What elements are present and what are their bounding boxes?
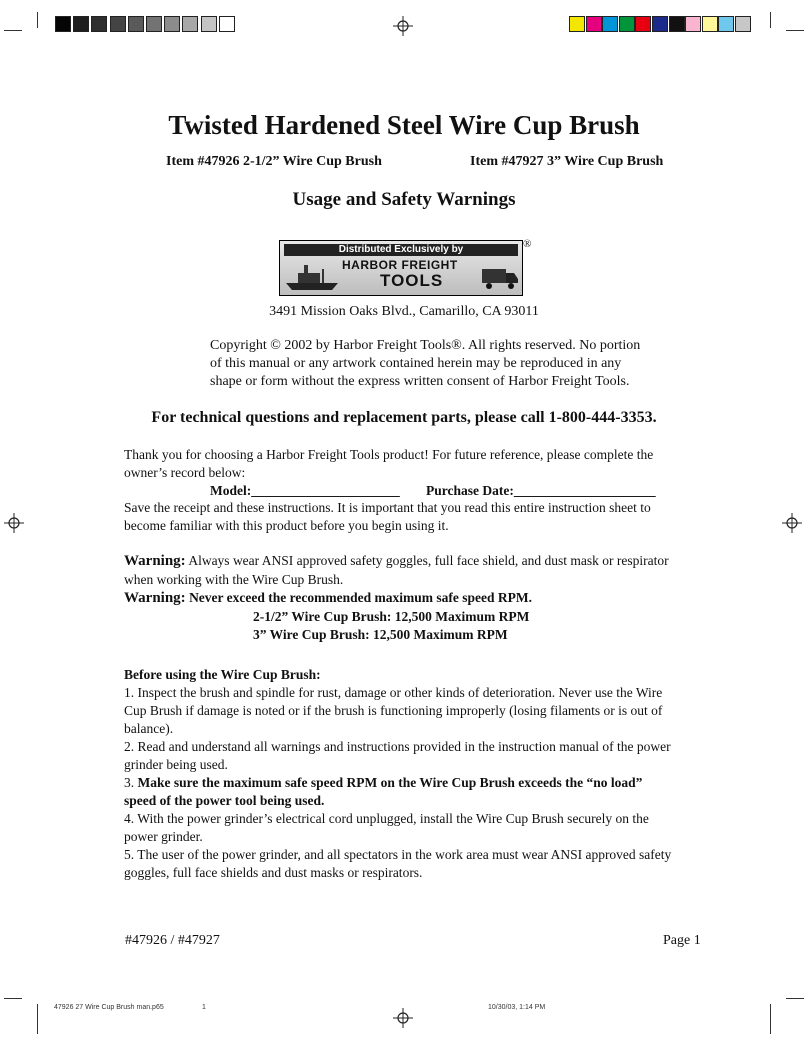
step-line: power grinder. [124,829,203,844]
tech-support-line: For technical questions and replacement parts, please call 1-800-444-3353. [151,409,657,426]
gray-swatch [201,16,217,32]
color-swatch [718,16,734,32]
color-swatch [619,16,635,32]
step-line: goggles, full face shields and dust masks or respirators. [124,865,423,880]
registered-mark: ® [523,238,532,250]
ship-icon [284,259,342,293]
before-using-heading: Before using the Wire Cup Brush: [124,667,321,682]
copyright-line: shape or form without the express written consent of Harbor Freight Tools. [210,374,630,389]
slug-filename: 47926 27 Wire Cup Brush man.p65 [54,1004,164,1011]
item-number-right: Item #47927 3” Wire Cup Brush [470,154,664,169]
copyright-line: Copyright © 2002 by Harbor Freight Tools®. All rights reserved. No portion [210,338,641,353]
warning-2 [124,589,704,607]
color-swatch [685,16,701,32]
warning-text: Always wear ANSI approved safety goggles, full face shield, and dust mask or respirator [185,553,669,568]
gray-swatch [110,16,126,32]
warning-1-continued: when working with the Wire Cup Brush. [124,572,344,587]
registration-mark-icon [393,1008,413,1028]
color-swatch [669,16,685,32]
gray-swatch [73,16,89,32]
crop-mark [786,30,804,31]
step-line: balance). [124,721,174,736]
gray-swatch [128,16,144,32]
slug-date: 10/30/03, 1:14 PM [488,1004,546,1011]
save-instructions-line: Save the receipt and these instructions. It is important that you read this entire instruction sheet to [124,500,651,515]
step-line: Cup Brush if damage is noted or if the brush is functioning improperly (losing filaments or is out of [124,703,663,718]
truck-icon [480,259,520,293]
color-swatch [602,16,618,32]
step-line: speed of the power tool being used. [124,793,325,808]
intro-line: Thank you for choosing a Harbor Freight Tools product! For future reference, please complete the [124,447,654,462]
crop-mark [4,30,22,31]
gray-swatch [91,16,107,32]
warning-label: Warning: [124,590,186,606]
step-bold-text: Make sure the maximum safe speed RPM on the Wire Cup Brush exceeds the “no load” [137,775,643,790]
step-line: 5. The user of the power grinder, and all spectators in the work area must wear ANSI approved safety [124,847,672,862]
harbor-freight-logo [279,240,523,296]
crop-mark [786,998,804,999]
crop-mark [4,998,22,999]
color-swatch [735,16,751,32]
page-title: Twisted Hardened Steel Wire Cup Brush [168,110,640,140]
registration-mark-icon [393,16,413,36]
gray-swatch [219,16,235,32]
gray-swatch [182,16,198,32]
warning-1 [124,552,704,570]
color-swatch [586,16,602,32]
logo-banner: Distributed Exclusively by [284,244,518,256]
step-line: 4. With the power grinder’s electrical cord unplugged, install the Wire Cup Brush securely on the [124,811,649,826]
color-swatch [702,16,718,32]
copyright-line: of this manual or any artwork contained herein may be reproduced in any [210,356,622,371]
copyright-notice [210,337,660,391]
color-swatch [652,16,668,32]
color-swatch [569,16,585,32]
warning-label: Warning: [124,553,186,569]
step-line: grinder being used. [124,757,228,772]
step-line [124,774,704,792]
gray-swatch [55,16,71,32]
save-instructions-line: become familiar with this product before you begin using it. [124,518,449,533]
rpm-spec-2-5-inch: 2-1/2” Wire Cup Brush: 12,500 Maximum RPM [253,609,530,624]
slug-page: 1 [202,1004,206,1011]
registration-mark-icon [4,513,24,533]
footer-item-numbers: #47926 / #47927 [125,933,220,948]
crop-mark [37,1004,38,1034]
crop-mark [37,12,38,28]
gray-swatch [164,16,180,32]
gray-swatch [146,16,162,32]
item-number-left: Item #47926 2-1/2” Wire Cup Brush [166,154,382,169]
step-line: 2. Read and understand all warnings and instructions provided in the instruction manual of the power [124,739,671,754]
footer-page-number: Page 1 [663,933,701,948]
color-swatch [635,16,651,32]
warning-text: Never exceed the recommended maximum safe speed RPM. [185,590,532,605]
purchase-date-field-label: Purchase Date:_____________________ [426,483,656,498]
crop-mark [770,1004,771,1034]
registration-mark-icon [782,513,802,533]
step-line: 1. Inspect the brush and spindle for rust, damage or other kinds of deterioration. Never use the Wire [124,685,663,700]
logo-name-line1: HARBOR FREIGHT [342,258,458,272]
intro-line: owner’s record below: [124,465,246,480]
step-number: 3. [124,775,138,790]
logo-name-line2: TOOLS [380,271,444,290]
section-subtitle: Usage and Safety Warnings [292,189,516,210]
company-address: 3491 Mission Oaks Blvd., Camarillo, CA 93011 [269,304,539,319]
model-field-label: Model:______________________ [210,483,400,498]
crop-mark [770,12,771,28]
rpm-spec-3-inch: 3” Wire Cup Brush: 12,500 Maximum RPM [253,627,508,642]
